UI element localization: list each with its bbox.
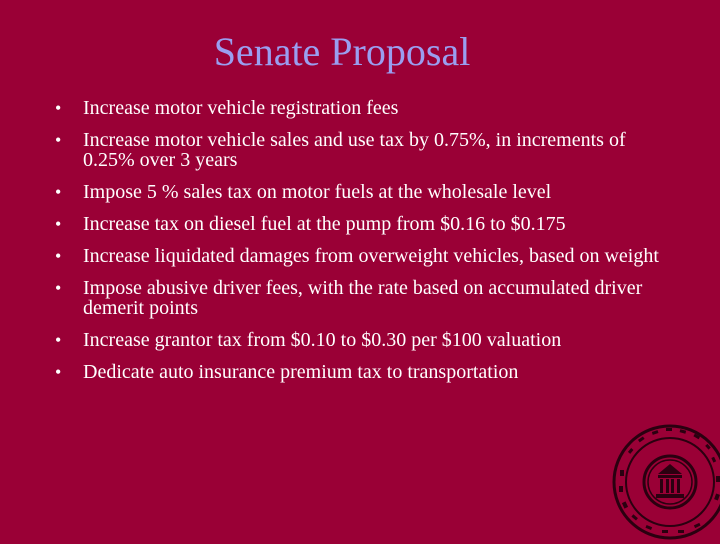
bullet-item	[55, 246, 675, 266]
bullet-item	[55, 362, 675, 382]
bullet-icon: •	[55, 362, 62, 382]
bullet-item	[55, 182, 675, 202]
bullet-item	[55, 98, 675, 118]
slide-title: Senate Proposal	[213, 29, 471, 74]
bullet-item	[55, 214, 675, 234]
bullet-text: Increase tax on diesel fuel at the pump from $0.16 to $0.175	[83, 213, 566, 235]
bullet-text: Increase motor vehicle registration fees	[83, 97, 399, 119]
bullet-item	[55, 130, 675, 170]
bullet-text: Dedicate auto insurance premium tax to transportation	[83, 361, 519, 383]
bullet-icon: •	[55, 182, 62, 202]
state-seal-icon	[608, 420, 720, 544]
bullet-icon: •	[55, 130, 62, 150]
bullet-text: Increase grantor tax from $0.10 to $0.30 per $100 valuation	[83, 329, 562, 351]
bullet-text: Impose 5 % sales tax on motor fuels at the wholesale level	[83, 181, 552, 203]
bullet-text: Increase motor vehicle sales and use tax by 0.75%, in increments of 0.25% over 3 years	[83, 129, 626, 171]
bullet-icon: •	[55, 246, 62, 266]
bullet-icon: •	[55, 98, 62, 118]
bullet-text: Impose abusive driver fees, with the rate based on accumulated driver demerit points	[83, 277, 643, 319]
bullet-text: Increase liquidated damages from overweight vehicles, based on weight	[83, 245, 659, 267]
bullet-list	[55, 98, 675, 394]
bullet-icon: •	[55, 214, 62, 234]
bullet-icon: •	[55, 330, 62, 350]
bullet-icon: •	[55, 278, 62, 298]
bullet-item	[55, 330, 675, 350]
bullet-item	[55, 278, 675, 318]
